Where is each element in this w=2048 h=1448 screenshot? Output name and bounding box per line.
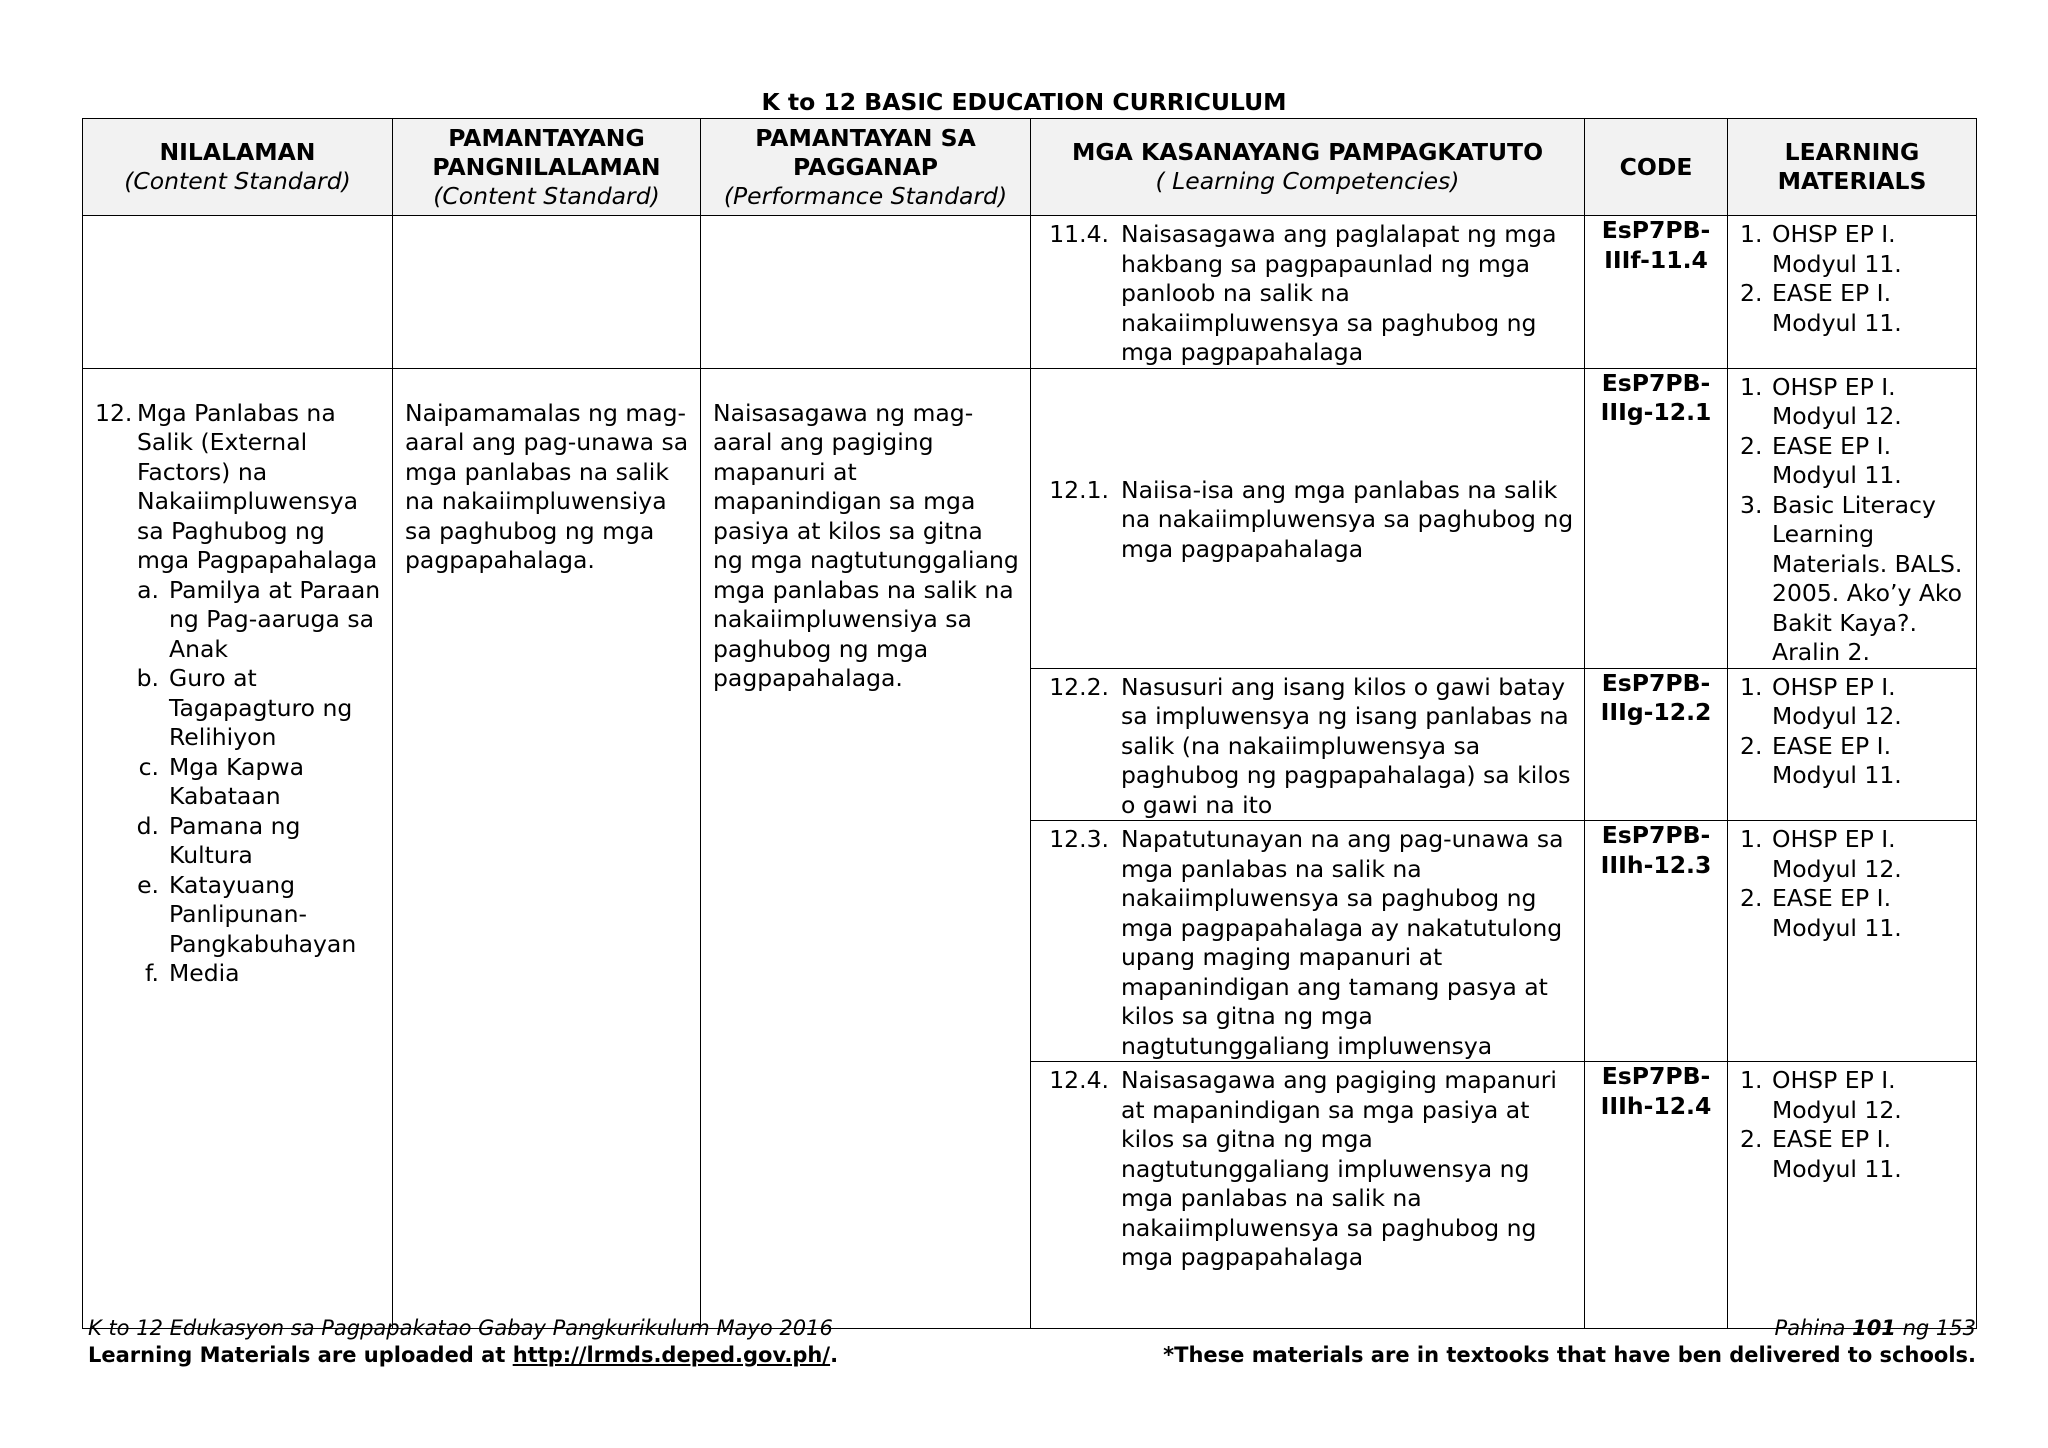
header-pamantayang-pangnilalaman: PAMANTAYANG PANGNILALAMAN (Content Standard) xyxy=(393,119,701,216)
empty-cell xyxy=(701,216,1031,369)
list-item: 2. EASE EP I. Modyul 11. xyxy=(1740,431,1902,489)
empty-cell xyxy=(393,216,701,369)
curriculum-table xyxy=(82,118,1977,1329)
code-cell: EsP7PB-IIIg-12.2 xyxy=(1585,668,1728,821)
list-item: c. Mga Kapwa Kabataan xyxy=(138,752,304,810)
list-item: b. Guro at Tagapagturo ng Relihiyon xyxy=(136,664,353,751)
competency-cell: 12.4. Naisasagawa ang pagiging mapanuri at mapanindigan sa mga pasiya at kilos sa gitna ng mga nagtutunggaliang impluwensya ng mga panlabas na salik na nakaiimpluwensya sa paghubog ng mga pagpapahalaga xyxy=(1031,1062,1585,1329)
empty-cell xyxy=(83,216,393,369)
subtopic-list xyxy=(95,576,382,989)
list-item: 1. OHSP EP I. Modyul 11. xyxy=(1740,220,1902,278)
footer-upload-note: Learning Materials are uploaded at http://lrmds.deped.gov.ph/. xyxy=(88,1343,839,1367)
header-learning-competencies: MGA KASANAYANG PAMPAGKATUTO ( Learning Competencies) xyxy=(1031,119,1585,216)
header-learning-materials: LEARNING MATERIALS xyxy=(1728,119,1977,216)
list-item: 1. OHSP EP I. Modyul 12. xyxy=(1740,1066,1902,1124)
list-item: 2. EASE EP I. Modyul 11. xyxy=(1740,1125,1902,1183)
code-cell: EsP7PB-IIIg-12.1 xyxy=(1585,368,1728,668)
list-item: a. Pamilya at Paraan ng Pag-aaruga sa Anak xyxy=(137,575,381,663)
table-row xyxy=(83,216,1977,369)
content-topic-cell: 12. Mga Panlabas na Salik (External Factors) na Nakaiimpluwensya sa Paghubog ng mga Pagpapahalaga a. Pamilya at Paraan ng Pag-aaruga sa Anak b. Guro at Tagapagturo ng Relihiyon c. Mga Kapwa Kabataan d. Pamana ng Kultura e. Katayuang Panlipunan-Pangkabuhayan f. Media xyxy=(83,368,393,1329)
list-item: 2. EASE EP I. Modyul 11. xyxy=(1740,279,1902,337)
list-item: 1. OHSP EP I. Modyul 12. xyxy=(1740,825,1902,883)
performance-standard-cell: Naisasagawa ng mag-aaral ang pagiging mapanuri at mapanindigan sa mga pasiya at kilos sa gitna ng mga nagtutunggaliang mga panlabas na salik na nakaiimpluwensiya sa paghubog ng mga pagpapahalaga. xyxy=(701,368,1031,1329)
list-item: 1. OHSP EP I. Modyul 12. xyxy=(1740,372,1902,430)
topic-title: Mga Panlabas na Salik (External Factors) na Nakaiimpluwensya sa Paghubog ng mga Pagpapahalaga xyxy=(137,398,378,574)
materials-cell xyxy=(1728,821,1977,1062)
materials-cell xyxy=(1728,216,1977,369)
page-number: Pahina 101 ng 153 xyxy=(1774,1316,1976,1340)
list-item: f. Media xyxy=(144,959,240,987)
header-code: CODE xyxy=(1585,119,1728,216)
footer-right xyxy=(1163,1315,1976,1369)
document-title: K to 12 BASIC EDUCATION CURRICULUM xyxy=(761,88,1287,116)
list-item: 1. OHSP EP I. Modyul 12. xyxy=(1740,672,1902,730)
header-pamantayan-sa-pagganap: PAMANTAYAN SA PAGGANAP (Performance Standard) xyxy=(701,119,1031,216)
competency-cell: 12.1. Naiisa-isa ang mga panlabas na salik na nakaiimpluwensya sa paghubog ng mga pagpapahalaga xyxy=(1031,368,1585,668)
materials-cell xyxy=(1728,368,1977,668)
code-cell: EsP7PB-IIIh-12.3 xyxy=(1585,821,1728,1062)
list-item: 2. EASE EP I. Modyul 11. xyxy=(1740,884,1902,942)
code-cell: EsP7PB-IIIf-11.4 xyxy=(1585,216,1728,369)
materials-cell xyxy=(1728,668,1977,821)
list-item: d. Pamana ng Kultura xyxy=(136,811,301,869)
list-item: 2. EASE EP I. Modyul 11. xyxy=(1740,731,1902,789)
list-item: e. Katayuang Panlipunan-Pangkabuhayan xyxy=(137,870,357,958)
header-nilalaman: NILALAMAN (Content Standard) xyxy=(83,119,393,216)
footer-guide-title: K to 12 Edukasyon sa Pagpapakatao Gabay Pangkurikulum Mayo 2016 xyxy=(88,1316,833,1340)
table-row xyxy=(83,368,1977,668)
header-row xyxy=(83,119,1977,216)
lrmds-link[interactable]: http://lrmds.deped.gov.ph/ xyxy=(512,1343,831,1367)
list-item: 3. Basic Literacy Learning Materials. BALS. 2005. Ako’y Ako Bakit Kaya?. Aralin 2. xyxy=(1740,490,1963,666)
competency-cell: 12.2. Nasusuri ang isang kilos o gawi batay sa impluwensya ng isang panlabas na salik (na nakaiimpluwensya sa paghubog ng pagpapahalaga) sa kilos o gawi na ito xyxy=(1031,668,1585,821)
materials-cell xyxy=(1728,1062,1977,1329)
competency-cell: 12.3. Napatutunayan na ang pag-unawa sa mga panlabas na salik na nakaiimpluwensya sa paghubog ng mga pagpapahalaga ay nakatutulong upang maging mapanuri at mapanindigan ang tamang pasya at kilos sa gitna ng mga nagtutunggaliang impluwensya xyxy=(1031,821,1585,1062)
content-standard-cell: Naipamamalas ng mag-aaral ang pag-unawa sa mga panlabas na salik na nakaiimpluwensiya sa paghubog ng mga pagpapahalaga. xyxy=(393,368,701,1329)
code-cell: EsP7PB-IIIh-12.4 xyxy=(1585,1062,1728,1329)
footer-left xyxy=(88,1315,838,1369)
competency-cell: 11.4. Naisasagawa ang paglalapat ng mga hakbang sa pagpapaunlad ng mga panloob na salik na nakaiimpluwensya sa paghubog ng mga pagpapahalaga xyxy=(1031,216,1585,369)
footer-materials-note: *These materials are in textooks that have ben delivered to schools. xyxy=(1163,1343,1976,1367)
